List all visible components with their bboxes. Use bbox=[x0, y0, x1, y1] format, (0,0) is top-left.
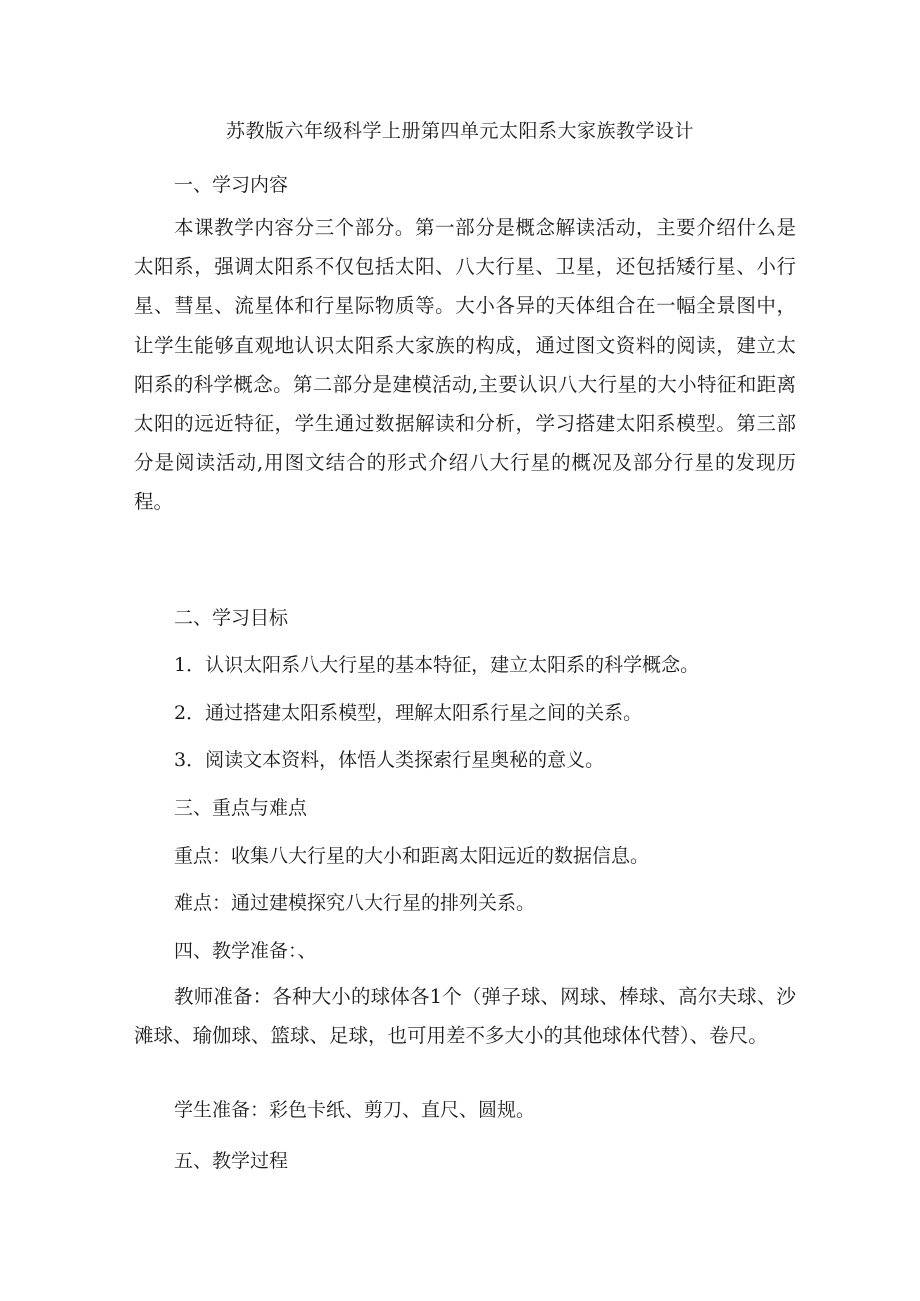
key-point-difficulty: 难点：通过建模探究八大行星的排列关系。 bbox=[174, 892, 536, 914]
goal-item-1: 1．认识太阳系八大行星的基本特征，建立太阳系的科学概念。 bbox=[174, 654, 700, 676]
goal-item-3: 3．阅读文本资料，体悟人类探索行星奥秘的意义。 bbox=[174, 749, 605, 771]
section-heading-content: 一、学习内容 bbox=[174, 174, 289, 196]
key-point-focus: 重点：收集八大行星的大小和距离太阳远近的数据信息。 bbox=[174, 845, 650, 867]
section-heading-goals: 二、学习目标 bbox=[174, 607, 289, 629]
section-heading-preparation: 四、教学准备：、 bbox=[174, 940, 317, 962]
section-heading-key-points: 三、重点与难点 bbox=[174, 797, 308, 819]
teacher-preparation: 教师准备：各种大小的球体各1个（弹子球、网球、棒球、高尔夫球、沙滩球、瑜伽球、篮球、足球，也可用差不多大小的其他球体代替）、卷尺。 bbox=[134, 985, 796, 1048]
document-title: 苏教版六年级科学上册第四单元太阳系大家族教学设计 bbox=[225, 120, 694, 142]
content-paragraph: 本课教学内容分三个部分。第一部分是概念解读活动，主要介绍什么是太阳系，强调太阳系不仅包括太阳、八大行星、卫星，还包括矮行星、小行星、彗星、流星体和行星际物质等。大小各异的天体组合在一幅全景图中，让学生能够直观地认识太阳系大家族的构成，通过图文资料的阅读，建立太阳系的科学概念。第二部分是建模活动,主要认识八大行星的大小特征和距离太阳的远近特征，学生通过数据解读和分析，学习搭建太阳系模型。第三部分是阅读活动,用图文结合的形式介绍八大行星的概况及部分行星的发现历程。 bbox=[134, 216, 796, 514]
goal-item-2: 2．通过搭建太阳系模型，理解太阳系行星之间的关系。 bbox=[174, 702, 643, 724]
section-heading-process: 五、教学过程 bbox=[174, 1150, 289, 1172]
student-preparation: 学生准备：彩色卡纸、剪刀、直尺、圆规。 bbox=[174, 1099, 536, 1121]
